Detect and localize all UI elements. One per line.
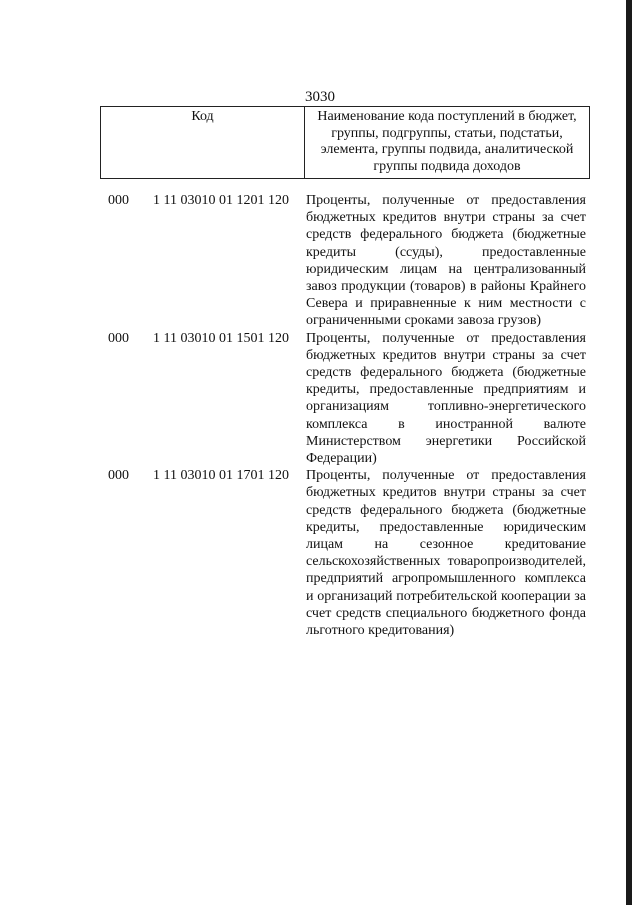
admin-code: 000 — [108, 468, 129, 484]
code-column-header: Код — [101, 107, 305, 179]
income-description: Проценты, полученные от предоставления бюджетных кредитов внутри страны за счет средств федерального бюджета (бюджетные кредиты, предоставленные юридическим лицам на сезонное кредитование сельскохозяйственных товаропроизводителей, предприятий агропромышленного комплекса и организаций потребительской кооперации за счет средств специального бюджетного фонда льготного кредитования) — [306, 468, 586, 639]
income-description: Проценты, полученные от предоставления бюджетных кредитов внутри страны за счет средств федерального бюджета (бюджетные кредиты (ссуды), предоставленные юридическим лицам на централизованный завоз продукции (товаров) в районы Крайнего Севера и приравненные к ним местности с ограниченными сроками завоза грузов) — [306, 193, 586, 329]
header-row — [101, 107, 590, 179]
list-item — [108, 192, 586, 330]
header-table — [100, 106, 590, 179]
scan-page-edge — [626, 0, 632, 905]
list-item — [108, 330, 586, 468]
page-number: 3030 — [305, 89, 335, 105]
income-code: 1 11 03010 01 1501 120 — [153, 330, 289, 346]
income-description: Проценты, полученные от предоставления бюджетных кредитов внутри страны за счет средств федерального бюджета (бюджетные кредиты, предоставленные предприятиям и организациям топливно-энергетического комплекса в иностранной валюте Министерством энергетики Российской Федерации) — [306, 330, 586, 467]
income-code: 1 11 03010 01 1701 120 — [153, 468, 289, 484]
income-code: 1 11 03010 01 1201 120 — [153, 193, 289, 208]
income-code-list — [108, 192, 586, 639]
admin-code: 000 — [108, 330, 129, 346]
name-column-header: Наименование кода поступлений в бюджет, группы, подгруппы, статьи, подстатьи, элемента, группы подвида, аналитической группы подвида доходов — [305, 107, 590, 179]
list-item — [108, 467, 586, 639]
admin-code: 000 — [108, 193, 129, 208]
